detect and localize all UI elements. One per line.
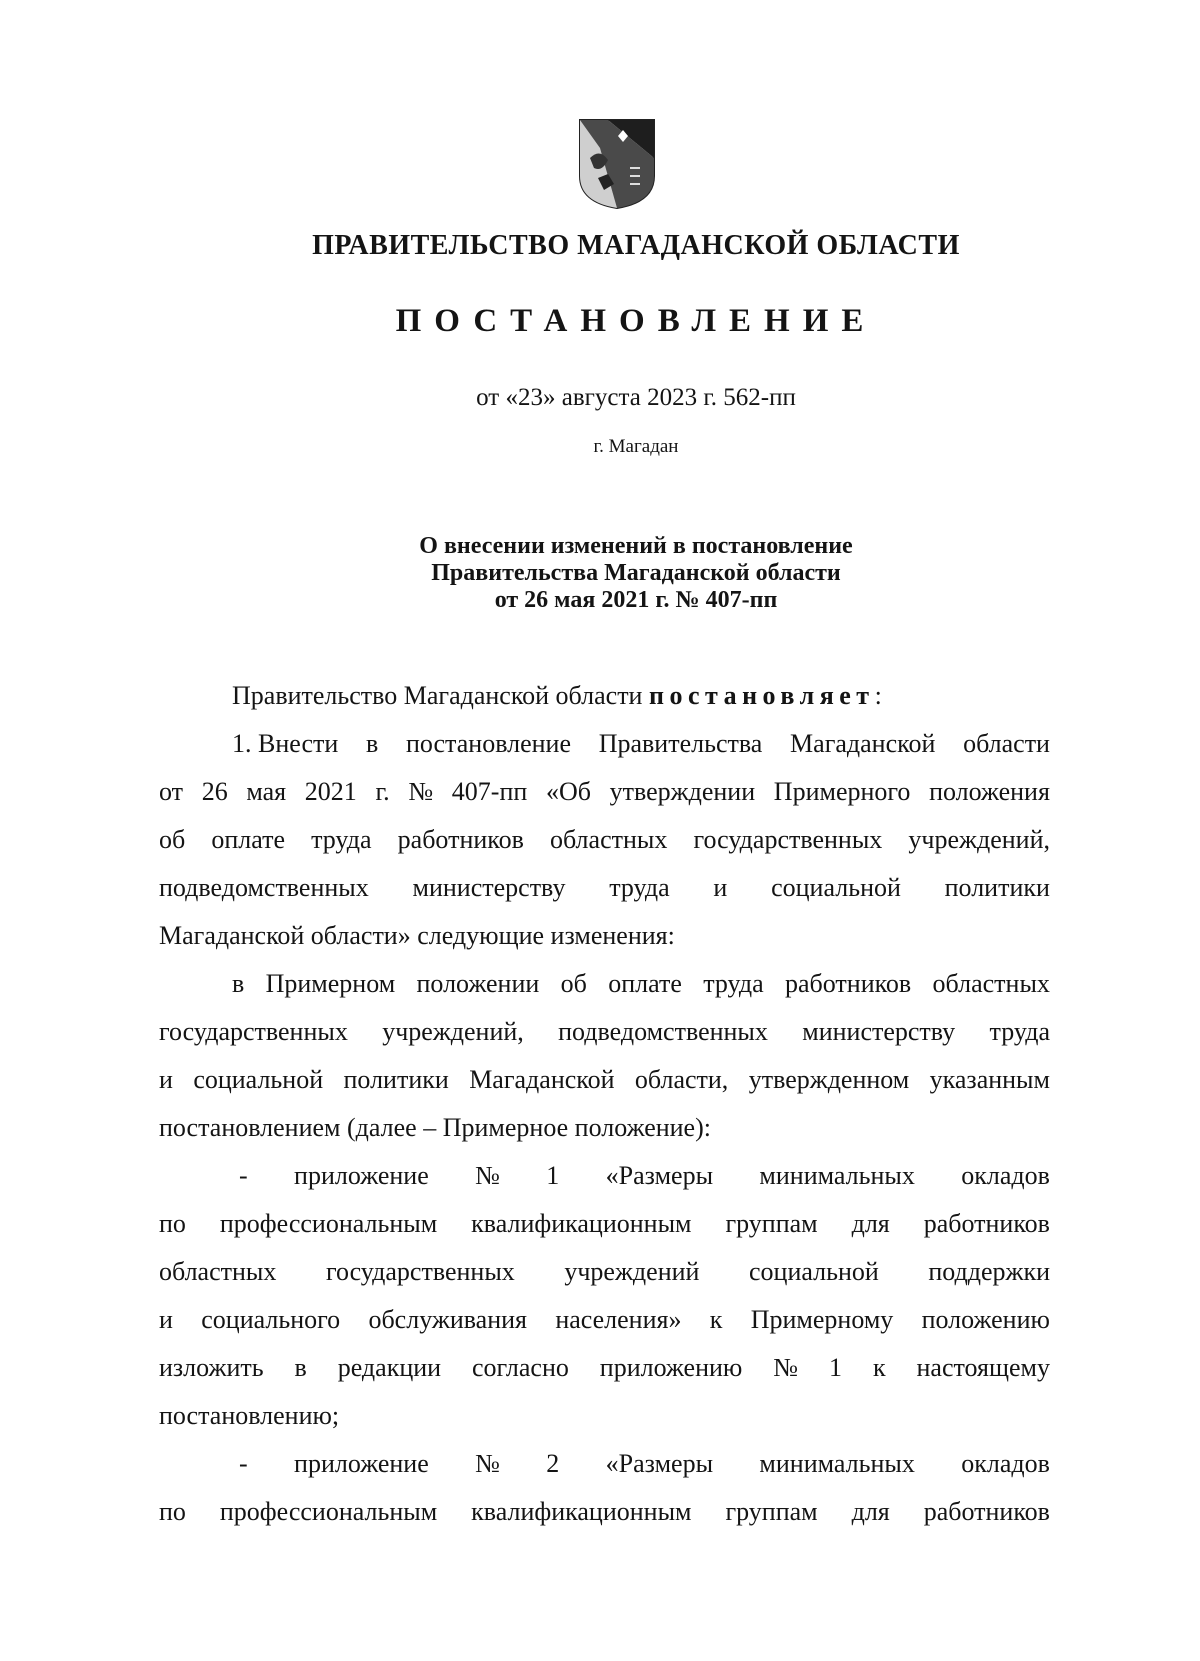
preamble-colon: : [874,681,882,710]
word: учреждений [564,1257,700,1286]
word: политики [944,873,1050,902]
word: квалификационным [471,1209,692,1238]
word: государственных [325,1257,515,1286]
city: г. Магадан [593,436,679,457]
subject-line: Правительства Магаданской области [431,560,841,586]
paragraph-1-line-5: Магаданской области» следующие изменения: [159,921,675,950]
word: Правительства [598,729,763,758]
word: группам [725,1497,818,1526]
paragraph-1-line-1 [159,724,1050,764]
word: подведомственных [558,1017,768,1046]
word: Примерном [265,969,396,998]
word: утвержденном [748,1065,910,1094]
word: министерству [802,1017,956,1046]
paragraph-1-line-2 [159,772,1050,812]
word: - [239,1161,248,1190]
subject-line: от 26 мая 2021 г. № 407-пп [494,587,778,613]
word: труда [703,969,764,998]
word: утверждении [609,777,756,806]
word: 1 [829,1353,843,1382]
date-and-number: от «23» августа 2023 г. 562-пп [476,384,796,411]
word: труда [609,873,670,902]
word: постановление [405,729,572,758]
word: 2021 [304,777,357,806]
word: учреждений, [382,1017,524,1046]
word: в [232,969,245,998]
word: Магаданской [790,729,936,758]
word: указанным [929,1065,1050,1094]
word: группам [725,1209,818,1238]
word: «Об [545,777,591,806]
word: приложение [294,1449,429,1478]
word: об [560,969,587,998]
word: № [475,1161,500,1190]
word: и [159,1065,173,1094]
word: министерству [412,873,566,902]
word: редакции [337,1353,442,1382]
paragraph-3-line-2 [159,1204,1050,1244]
paragraph-2-line-3 [159,1060,1050,1100]
word: области [963,729,1050,758]
word: об [159,825,186,854]
word: № [773,1353,799,1382]
word: областных [549,825,668,854]
word: областных [932,969,1050,998]
word: 1. Внести [232,729,339,758]
word: учреждений, [908,825,1050,854]
word: приложение [294,1161,429,1190]
word: минимальных [759,1161,915,1190]
word: «Размеры [605,1161,714,1190]
word: государственных [159,1017,348,1046]
document-body [159,676,1050,1540]
word: Примерному [750,1305,894,1334]
word: Примерного [773,777,911,806]
word: г. [375,777,390,806]
word: профессиональным [219,1209,438,1238]
paragraph-4-line-2 [159,1492,1050,1532]
word: обслуживания [368,1305,527,1334]
paragraph-1-line-3 [159,820,1050,860]
word: в [365,729,379,758]
word: Магаданской [469,1065,615,1094]
word: в [294,1353,307,1382]
word: 1 [546,1161,560,1190]
word: изложить [159,1353,264,1382]
word: 26 [201,777,228,806]
paragraph-2-line-4: постановлением (далее – Примерное положение): [159,1113,711,1142]
word: оплате [608,969,682,998]
word: к [872,1353,886,1382]
coat-of-arms-icon [578,118,656,210]
document-type: ПОСТАНОВЛЕНИЕ [395,303,877,339]
word: оплате [211,825,285,854]
word: минимальных [759,1449,915,1478]
word: труда [989,1017,1050,1046]
word: работников [785,969,912,998]
paragraph-3-line-1 [159,1156,1050,1196]
word: для [851,1209,890,1238]
word: «Размеры [605,1449,714,1478]
word: к [709,1305,723,1334]
word: социального [201,1305,341,1334]
government-title: ПРАВИТЕЛЬСТВО МАГАДАНСКОЙ ОБЛАСТИ [312,230,960,261]
paragraph-4-line-1 [159,1444,1050,1484]
word: согласно [472,1353,569,1382]
word: политики [343,1065,449,1094]
word: социальной [193,1065,324,1094]
word: № [408,777,434,806]
paragraph-2-line-1 [159,964,1050,1004]
preamble-text: Правительство Магаданской области [232,681,643,710]
subject-line: О внесении изменений в постановление [419,533,853,559]
word: профессиональным [219,1497,438,1526]
word: областных [159,1257,277,1286]
word: населения» [555,1305,682,1334]
word: приложению [599,1353,743,1382]
word: работников [923,1497,1050,1526]
word: и [159,1305,173,1334]
document-subject [36,533,1200,614]
paragraph-2-line-2 [159,1012,1050,1052]
word: квалификационным [471,1497,692,1526]
word: социальной [748,1257,879,1286]
word: окладов [961,1449,1050,1478]
paragraph-3-line-3 [159,1252,1050,1292]
word: мая [246,777,287,806]
word: - [239,1449,248,1478]
preamble [159,676,1050,716]
word: работников [923,1209,1050,1238]
preamble-verb: постановляет [648,681,875,710]
word: 2 [546,1449,560,1478]
paragraph-3-line-5 [159,1348,1050,1388]
word: государственных [693,825,883,854]
word: окладов [961,1161,1050,1190]
word: социальной [771,873,901,902]
word: подведомственных [159,873,369,902]
word: области, [634,1065,729,1094]
word: положении [416,969,540,998]
word: от [159,777,184,806]
word: поддержки [928,1257,1050,1286]
word: по [159,1497,186,1526]
word: настоящему [916,1353,1050,1382]
word: труда [311,825,372,854]
word: для [851,1497,890,1526]
word: по [159,1209,186,1238]
word: и [713,873,728,902]
paragraph-1-line-4 [159,868,1050,908]
word: № [475,1449,500,1478]
word: работников [397,825,524,854]
word: положению [921,1305,1050,1334]
word: 407-пп [451,777,528,806]
paragraph-3-line-6: постановлению; [159,1401,340,1430]
word: положения [929,777,1050,806]
paragraph-3-line-4 [159,1300,1050,1340]
